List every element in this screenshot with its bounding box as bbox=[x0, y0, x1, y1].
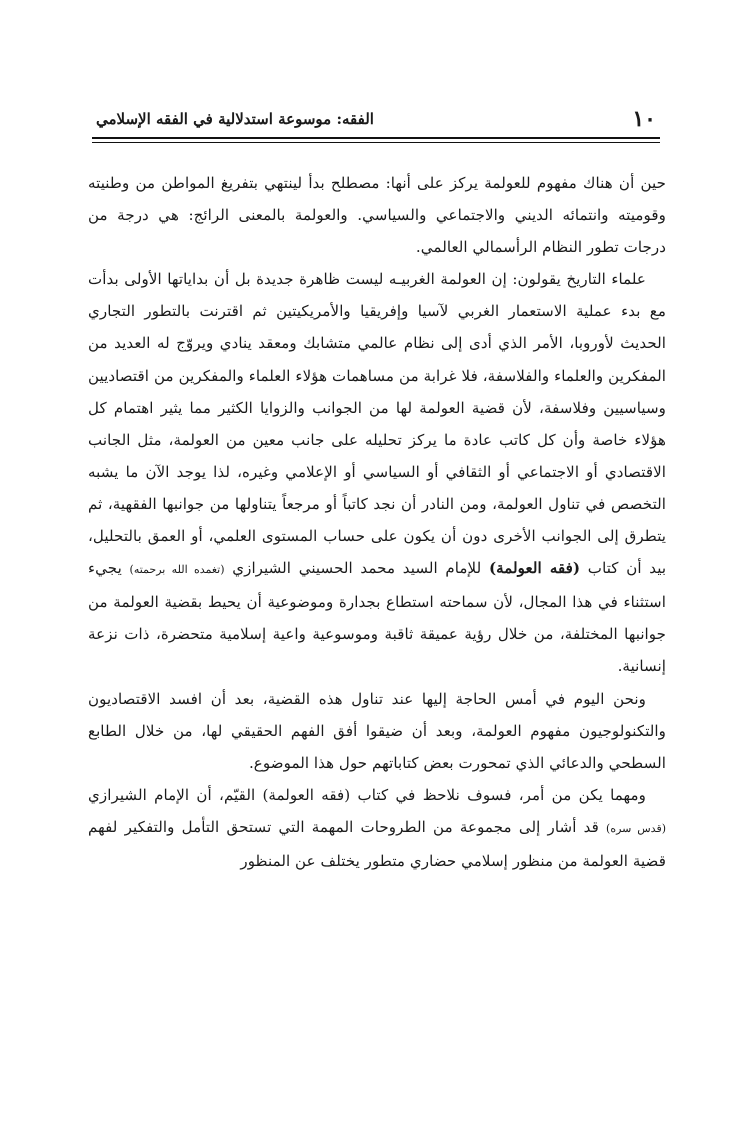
paragraph-text: ومهما يكن من أمر، فسوف نلاحظ في كتاب (فقه العولمة) القيّم، أن الإمام الشيرازي bbox=[88, 785, 646, 804]
paragraph-3 bbox=[88, 683, 666, 779]
paragraph-text: حين أن هناك مفهوم للعولمة يركز على أنها: مصطلح بدأ لينتهي بتفريغ المواطن من وطنيته وقوميته وانتمائه الديني والاجتماعي والسياسي. والعولمة بالمعنى الرائج: هي درجة من درجات تطور النظام الرأسمالي العالمي. bbox=[88, 174, 666, 257]
header-rule-thick bbox=[92, 137, 660, 139]
paragraph-4 bbox=[88, 779, 666, 877]
honorific-note: (تغمده الله برحمته) bbox=[129, 563, 225, 577]
honorific-note: (قدس سره) bbox=[606, 821, 666, 835]
paragraph-2 bbox=[88, 263, 666, 682]
paragraph-text: يجيء استثناء في هذا المجال، لأن سماحته استطاع بجدارة وموضوعية أن يحيط بقضية العولمة من جوانبها المختلفة، من خلال رؤية عميقة ثاقبة وموسوعية واعية إسلامية متحضرة، ذات نزعة إنسانية. bbox=[88, 559, 666, 676]
book-title: (فقه العولمة) bbox=[488, 559, 581, 578]
header-rule-thin bbox=[92, 142, 660, 143]
paragraph-1 bbox=[88, 167, 666, 263]
paragraph-text: علماء التاريخ يقولون: إن العولمة الغربيـه ليست ظاهرة جديدة بل أن بداياتها الأولى بدأت مع بدء عملية الاستعمار الغربي لآسيا وإفريقيا والأمريكيتين ثم اقترنت بالتطور التجاري الحديث لأوروبا، الأمر الذي أدى إلى نظام عالمي متشابك ومعقد ينادي ويروّج له العديد من المفكرين والعلماء والفلاسفة، فلا غرابة من مساهمات هؤلاء العلماء والمفكرين من اقتصاديين وسياسيين وفلاسفة، لأن قضية العولمة لها من الجوانب والزوايا الكثير مما يثير اهتمام كل هؤلاء خاصة وأن كل كاتب عادة ما يركز تحليله على جانب معين من العولمة، مثل الجانب الاقتصادي أو الاجتماعي أو الثقافي أو السياسي أو الإعلامي وغيره، لذا يوجد الآن ما يشبه التخصص في تناول العولمة، ومن النادر أن نجد كاتباً أو مرجعاً يتناولها من جوانبها الفقهية، ثم يتطرق إلى الجوانب الأخرى دون أن يكون على حساب المستوى العلمي، أو العمق بالتحليل، بيد أن كتاب bbox=[88, 270, 667, 578]
paragraph-text: للإمام السيد محمد الحسيني الشيرازي bbox=[232, 559, 482, 578]
page-header bbox=[96, 104, 656, 134]
page-number: ١٠ bbox=[632, 106, 656, 132]
paragraph-text: قد أشار إلى مجموعة من الطروحات المهمة التي تستحق التأمل والتفكير لفهم قضية العولمة من منظور إسلامي حضاري متطور يختلف عن المنظور bbox=[88, 817, 666, 870]
paragraph-text: ونحن اليوم في أمس الحاجة إليها عند تناول هذه القضية، بعد أن افسد الاقتصاديون والتكنولوجيون مفهوم العولمة، وبعد أن ضيقوا أفق الفهم الحقيقي لها، من خلال الطابع السطحي والدعائي الذي تمحورت بعض كتاباتهم حول هذا الموضوع. bbox=[88, 689, 666, 772]
running-title: الفقه: موسوعة استدلالية في الفقه الإسلامي bbox=[96, 110, 374, 128]
body-text bbox=[88, 167, 666, 877]
